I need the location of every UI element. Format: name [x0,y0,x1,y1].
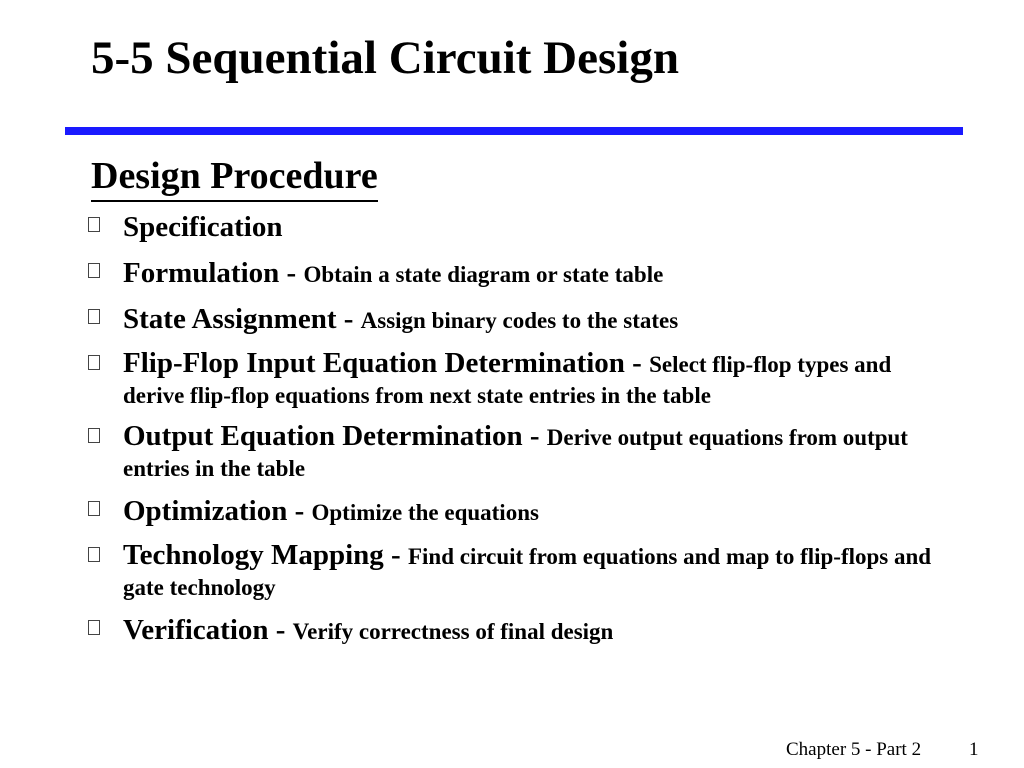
bullet-list [88,208,948,657]
bullet-item-verification [88,611,948,649]
bullet-square-icon [88,263,100,278]
bullet-square-icon [88,428,100,443]
section-heading: Design Procedure [91,152,378,202]
bullet-description: Find circuit from equations and map to flip-flops and gate technology [123,544,932,600]
slide-title: 5-5 Sequential Circuit Design [91,32,679,84]
bullet-item-technology-mapping [88,538,948,603]
bullet-description: Derive output equations from output entries in the table [123,425,908,481]
bullet-item-formulation [88,254,948,292]
bullet-square-icon [88,501,100,516]
bullet-item-state-assignment [88,300,948,338]
bullet-description: Verify correctness of final design [292,619,614,644]
footer-chapter-label: Chapter 5 - Part 2 [786,739,922,760]
bullet-description: Assign binary codes to the states [360,308,679,333]
bullet-item-specification [88,208,948,246]
bullet-item-optimization [88,492,948,530]
bullet-term: Specification [123,211,283,243]
bullet-square-icon [88,217,100,232]
bullet-square-icon [88,355,100,370]
bullet-square-icon [88,620,100,635]
bullet-term: Output Equation Determination - [123,420,547,452]
bullet-term: State Assignment - [123,303,361,335]
bullet-square-icon [88,547,100,562]
bullet-description: Obtain a state diagram or state table [303,262,664,287]
bullet-term: Verification - [123,614,293,646]
bullet-term: Flip-Flop Input Equation Determination - [123,347,650,379]
bullet-description: Select flip-flop types and derive flip-flop equations from next state entries in the table [123,352,892,408]
bullet-term: Technology Mapping - [123,539,408,571]
bullet-term: Optimization - [123,495,312,527]
bullet-description: Optimize the equations [311,500,539,525]
bullet-item-flip-flop-input-equation [88,346,948,411]
bullet-square-icon [88,309,100,324]
bullet-item-output-equation [88,419,948,484]
footer-page-number: 1 [969,739,979,760]
title-divider-rule [65,127,963,135]
bullet-term: Formulation - [123,257,304,289]
